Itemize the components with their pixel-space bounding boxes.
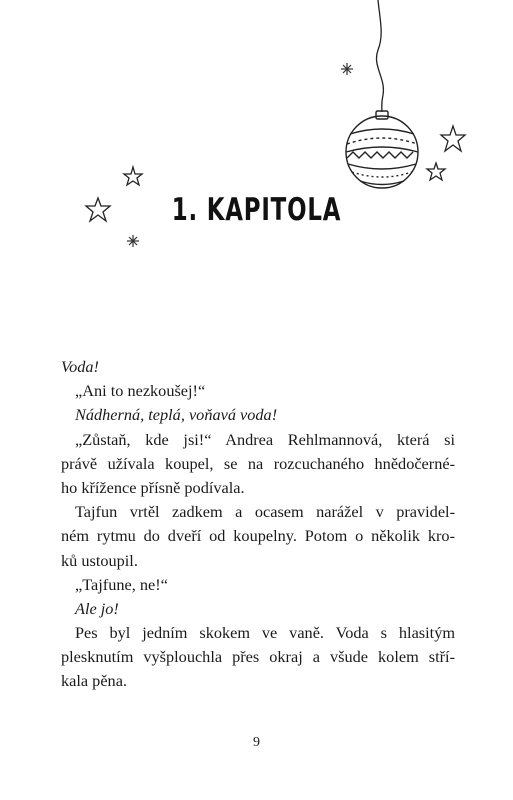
text-line: ném rytmu do dveří od koupelny. Potom o několik kro- — [61, 526, 455, 546]
star-icon — [427, 163, 445, 180]
body-text — [61, 355, 455, 694]
text-line: ků ustoupil. — [61, 550, 138, 570]
text-line: právě užívala koupel, se na rozcuchaného hnědočerné- — [61, 453, 455, 473]
text-line: Voda! — [61, 357, 99, 376]
snowflake-icon — [127, 235, 139, 247]
text-line: Tajfun vrtěl zadkem a ocasem narážel v pravidel- — [75, 502, 455, 522]
chapter-title: 1. KAPITOLA — [171, 192, 342, 228]
text-line: „Tajfune, ne!“ — [75, 574, 168, 594]
ornament-ball-icon — [346, 111, 418, 188]
text-line: kala pěna. — [61, 671, 127, 691]
snowflake-icon — [341, 63, 353, 75]
text-line: ho křížence přísně podívala. — [61, 477, 245, 497]
page-number: 9 — [253, 735, 260, 750]
star-icon — [124, 167, 142, 185]
text-line: Ale jo! — [75, 598, 119, 618]
text-line: plesknutím vyšplouchla přes okraj a všude kolem stří- — [61, 647, 455, 667]
star-icon — [441, 126, 465, 151]
text-line: „Zůstaň, kde jsi!“ Andrea Rehlmannová, která si — [75, 429, 455, 449]
text-line: Pes byl jedním skokem ve vaně. Voda s hlasitým — [75, 623, 455, 643]
text-line: Nádherná, teplá, voňavá voda! — [75, 405, 278, 425]
ornament-string — [376, 0, 383, 112]
text-line: „Ani to nezkoušej!“ — [75, 381, 206, 401]
